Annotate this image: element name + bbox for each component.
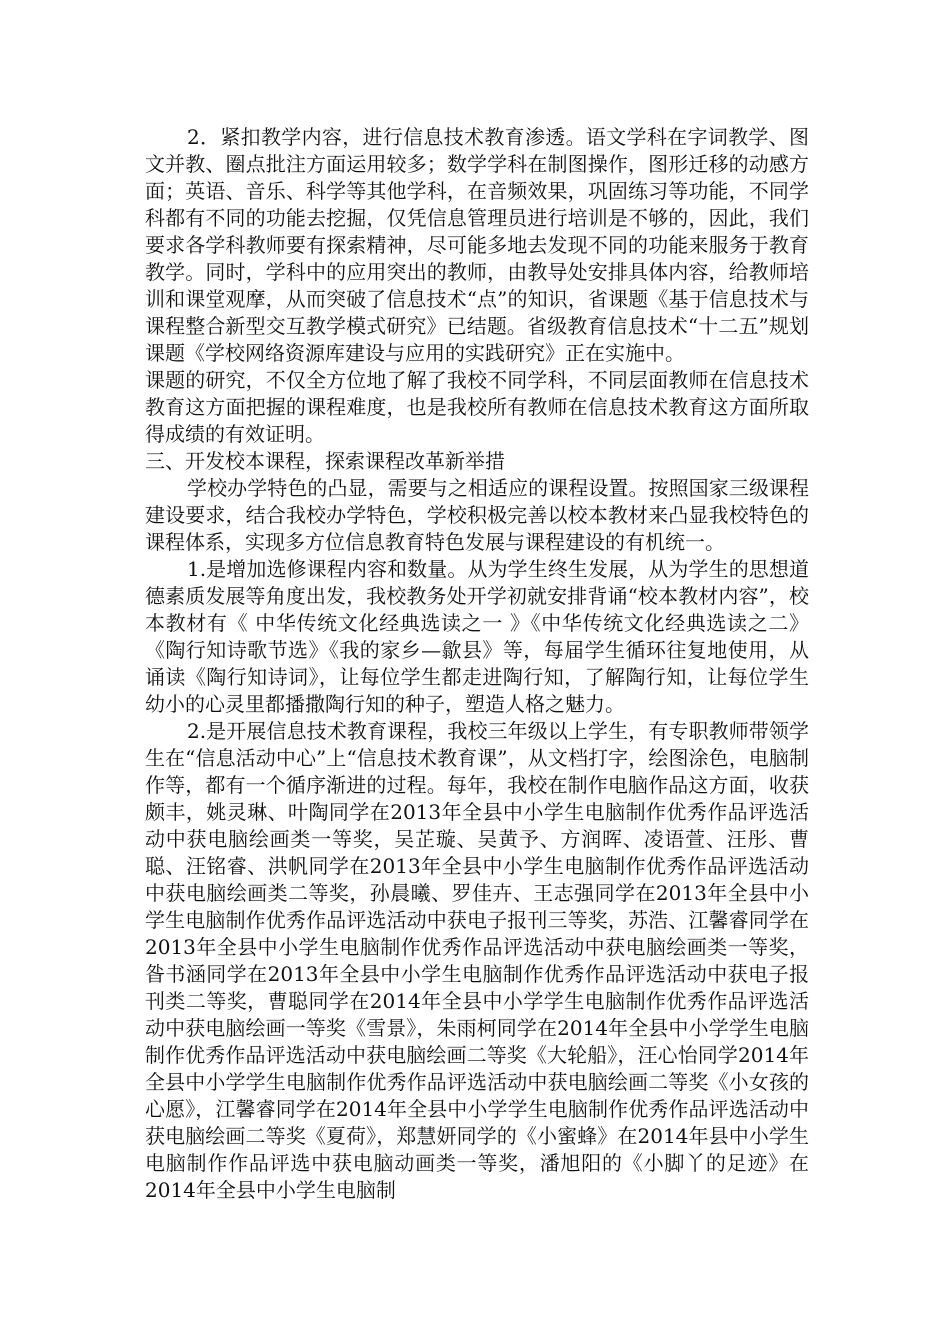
paragraph-integration-methods: 2．紧扣教学内容，进行信息技术教育渗透。语文学科在字词教学、图文并教、圈点批注方面运用较多；数学学科在制图操作，图形迁移的动感方面；英语、音乐、科学等其他学科，在音频效果，巩固练习等功能，不同学科都有不同的功能去挖掘，仅凭信息管理员进行培训是不够的，因此，我们要求各学科教师要有探索精神，尽可能多地去发现不同的功能来服务于教育教学。同时，学科中的应用突出的教师，由教导处安排具体内容，给教师培训和课堂观摩，从而突破了信息技术“点”的知识，省课题《基于信息技术与课程整合新型交互教学模式研究》已结题。省级教育信息技术“十二五”规划课题《学校网络资源库建设与应用的实践研究》正在实施中。 <box>145 125 809 365</box>
document-body <box>145 124 809 1204</box>
paragraph-it-courses-awards: 2.是开展信息技术教育课程，我校三年级以上学生，有专职教师带领学生在“信息活动中心”上“信息技术教育课”，从文档打字，绘图涂色，电脑制作等，都有一个循序渐进的过程。每年，我校在制作电脑作品这方面，收获颇丰，姚灵琳、叶陶同学在2013年全县中小学生电脑制作优秀作品评选活动中获电脑绘画类一等奖，吴芷璇、吴黄予、方润晖、凌语萱、汪彤、曹聪、汪铭睿、洪帆同学在2013年全县中小学生电脑制作优秀作品评选活动中获电脑绘画类二等奖，孙晨曦、罗佳卉、王志强同学在2013年全县中小学生电脑制作优秀作品评选活动中获电子报刊三等奖，苏浩、江馨睿同学在2013年全县中小学生电脑制作优秀作品评选活动中获电脑绘画类一等奖，昝书涵同学在2013年全县中小学生电脑制作优秀作品评选活动中获电子报刊类二等奖，曹聪同学在2014年全县中小学学生电脑制作优秀作品评选活动中获电脑绘画一等奖《雪景》，朱雨柯同学在2014年全县中小学学生电脑制作优秀作品评选活动中获电脑绘画二等奖《大轮船》，汪心怡同学2014年全县中小学学生电脑制作优秀作品评选活动中获电脑绘画二等奖《小女孩的心愿》，江馨睿同学在2014年全县中小学学生电脑制作优秀作品评选活动中获电脑绘画二等奖《夏荷》，郑慧妍同学的《小蜜蜂》在2014年县中小学生电脑制作作品评选中获电脑动画类一等奖，潘旭阳的《小脚丫的足迹》在2014年全县中小学生电脑制 <box>145 719 809 1202</box>
paragraph-elective-courses: 1.是增加选修课程内容和数量。从为学生终生发展，从为学生的思想道德素质发展等角度出发，我校教务处开学初就安排背诵“校本教材内容”，校本教材有《 中华传统文化经典选读之一 》《中华传统文化经典选读之二》《陶行知诗歌节选》《我的家乡—歙县》等，每届学生循环往复地使用，从诵读《陶行知诗词》，让每位学生都走进陶行知，了解陶行知，让每位学生幼小的心灵里都播撒陶行知的种子，塑造人格之魅力。 <box>145 557 809 716</box>
section-heading-school-curriculum: 三、开发校本课程，探索课程改革新举措 <box>145 449 505 473</box>
paragraph-research-summary: 课题的研究，不仅全方位地了解了我校不同学科，不同层面教师在信息技术教育这方面把握的课程难度，也是我校所有教师在信息技术教育这方面所取得成绩的有效证明。 <box>145 368 809 446</box>
paragraph-curriculum-intro: 学校办学特色的凸显，需要与之相适应的课程设置。按照国家三级课程建设要求，结合我校办学特色，学校积极完善以校本教材来凸显我校特色的课程体系，实现多方位信息教育特色发展与课程建设的有机统一。 <box>145 476 809 554</box>
